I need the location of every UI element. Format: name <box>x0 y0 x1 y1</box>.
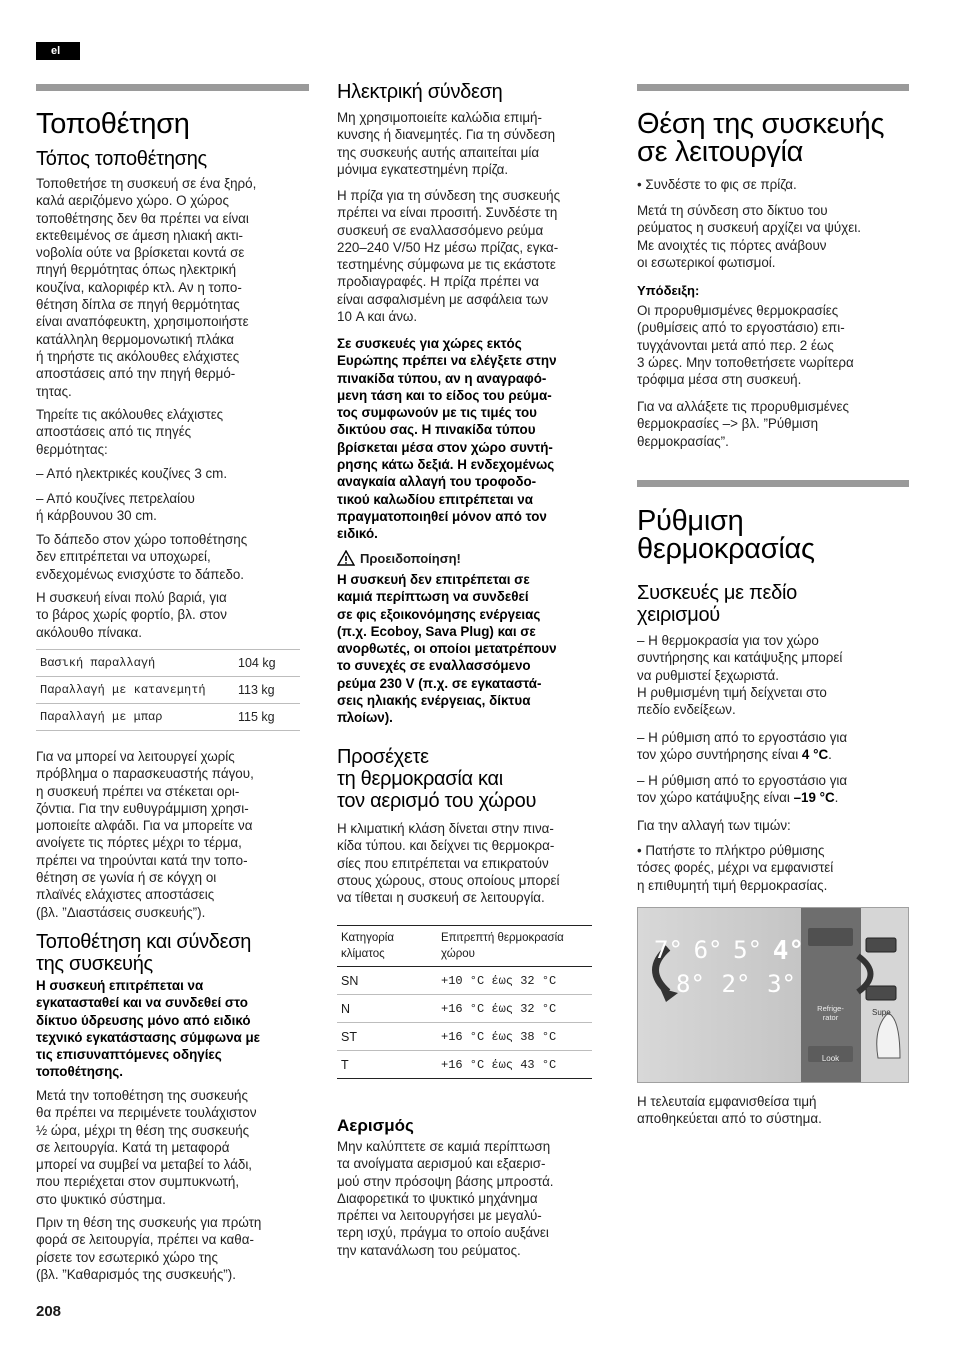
paragraph: Τοποθετήσε τη συσκευή σε ένα ξηρό, καλά αεριζόμενο χώρο. Ο χώρος τοποθέτησης δεν θα πρέπει να είναι εκτεθειμένος σε άμεση ηλιακή ακτι- νοβολία ούτε να βρίσκεται κοντά σε πηγή θερμότητας όπως ηλεκτρική κουζίνα, καλοριφέρ κτλ. Αν η τοπο- θέτηση δίπλα σε πηγή θερμότητας είναι αναπόφευκτη, χρησιμοποιήστε κατάλληλη θερμομονωτική πλάκα ή τηρήστε τις ακόλουθες ελάχιστες αποστάσεις από την πηγή θερμό- τητας. <box>36 176 257 399</box>
control-panel-illustration <box>637 907 909 1083</box>
paragraph: Οι προρυθμισμένες θερμοκρασίες (ρυθμίσεις από το εργοστάσιο) επι- τυγχάνονται μετά από περ. 2 έως 3 ώρες. Μην τοποθετήσετε νωρίτερα τρόφιμα μέσα στη συσκευή. <box>637 303 854 388</box>
paragraph: Η κλιματική κλάση δίνεται στην πινα- κίδα τύπου. και δείχνει τις θερμοκρα- σίες που επιτρέπεται να επικρατούν στους χώρους, στους οποίους μπορεί να τίθεται η συσκευή σε λειτουργία. <box>337 821 560 906</box>
lock-button-label: Look <box>821 1054 840 1063</box>
paragraph-bold: Η συσκευή επιτρέπεται να εγκατασταθεί και να συνδεθεί στο δίκτυο ύδρευσης μόνο από ειδικό τεχνικό εγκατάστασης σύμφωνα με τις επισυναπτόμενες οδηγίες τοποθέτησης. <box>36 978 261 1080</box>
page-title-temperature-setting: Ρύθμιση θερμοκρασίας <box>637 505 815 565</box>
temp-value: 7° <box>654 936 683 964</box>
page-title-operation: Θέση της συσκευής σε λειτουργία <box>637 108 885 168</box>
heading-ventilation: Αερισμός <box>337 1116 414 1135</box>
paragraph: Το δάπεδο στον χώρο τοποθέτησης δεν επιτρέπεται να υποχωρεί, ενδεχομένως ενισχύστε το δάπεδο. <box>36 532 248 582</box>
temp-value-selected: 4° <box>772 936 804 966</box>
hint-label: Υπόδειξη: <box>637 283 700 298</box>
temp-value: 3° <box>767 970 796 998</box>
temp-value: 6° <box>693 936 723 964</box>
table-cell: Παραλλαγή με κατανεμητή <box>36 677 234 704</box>
table-cell: N <box>337 995 437 1023</box>
bullet-item: • Συνδέστε το φις σε πρίζα. <box>637 177 797 192</box>
paragraph: Μην καλύπτετε σε καμιά περίπτωση τα ανοίγματα αερισμού και εξαερισ- μού στην πρόσοψη βάσης μπροστά. Διαφορετικά το ψυκτικό μηχάνημα πρέπει να λειτουργήσει με μεγαλύ- τερη ισχύ, πράγμα το οποίο αυξάνει την κατανάλωση του ρεύματος. <box>337 1139 554 1258</box>
section-rule <box>637 480 909 487</box>
paragraph: Για να μπορεί να λειτουργεί χωρίς πρόβλημα ο παρασκευαστής πάγου, η συσκευή πρέπει να στέκεται ορι- ζόντια. Για την ευθυγράμμιση χρησι- μοποιείτε αλφάδι. Για να μπορείτε να ανοίγετε τις πόρτες μέχρι το τέρμα, πρέπει να τηρούνται κατά την τοπο- θέτηση σε γωνία ή σε κόγχη οι πλαϊνές ελάχιστες αποστάσεις (βλ. ”Διαστάσεις συσκευής”). <box>36 749 254 920</box>
heading-temperature-ventilation: Προσέχετε τη θερμοκρασία και τον αερισμό του χώρου <box>337 746 537 812</box>
paragraph: Η συσκευή είναι πολύ βαριά, για το βάρος χωρίς φορτίο, βλ. στον ακόλουθο πίνακα. <box>36 590 227 640</box>
paragraph: Η πρίζα για τη σύνδεση της συσκευής πρέπει να είναι προσιτή. Συνδέστε τη συσκευή σε εναλλασσόμενο ρεύμα 220–240 V/50 Hz μέσω πρίζας, εγκα- τεστημένης σύμφωνα με τις εκάστοτε προδιαγραφές. Η πρίζα πρέπει να είναι ασφαλισμένη με ασφάλεια των 10 A και άνω. <box>337 188 561 325</box>
paragraph: Μετά τη σύνδεση στο δίκτυο του ρεύματος η συσκευή αρχίζει να ψύχει. Με ανοιχτές τις πόρτες ανάβουν οι εσωτερικοί φωτισμοί. <box>637 203 861 270</box>
table-cell: ST <box>337 1023 437 1051</box>
paragraph: Πριν τη θέση της συσκευής για πρώτη φορά σε λειτουργία, πρέπει να καθα- ρίσετε τον εσωτερικό χώρο της (βλ. ”Καθαρισμός της συσκευής”). <box>36 1215 262 1282</box>
page-title-installation: Τοποθέτηση <box>36 108 190 140</box>
table-cell: +10 °C έως 32 °C <box>437 967 592 995</box>
table-row <box>36 677 300 704</box>
table-row <box>36 650 300 677</box>
table-header: Κατηγορία κλίματος <box>337 926 437 967</box>
paragraph: Τηρείτε τις ακόλουθες ελάχιστες αποστάσεις από τις πηγές θερμότητας: <box>36 407 224 457</box>
table-cell: 115 kg <box>234 704 300 731</box>
table-cell: 104 kg <box>234 650 300 677</box>
super-button-label: Supe <box>872 1008 891 1017</box>
table-cell: Βασική παραλλαγή <box>36 650 234 677</box>
bullet-item: • Πατήστε το πλήκτρο ρύθμισης τόσες φορές, μέχρι να εμφανιστεί η επιθυμητή τιμή θερμοκρασίας. <box>637 843 834 893</box>
temperature-row-upper <box>654 936 804 966</box>
table-cell: 113 kg <box>234 677 300 704</box>
list-item: – Η ρύθμιση από το εργοστάσιο για τον χώρο κατάψυξης είναι –19 °C. <box>637 773 848 806</box>
warning-heading <box>337 549 461 567</box>
paragraph-bold: Η συσκευή δεν επιτρέπεται σε καμιά περίπτωση να συνδεθεί σε φις εξοικονόμησης ενέργειας (π.χ. Ecoboy, Sava Plug) και σε ανορθωτές, οι οποίοι μετατρέπουν το συνεχές σε εναλλασσόμενο ρεύμα 230 V (π.χ. σε εγκαταστά- σεις ηλιακής ενέργειας, δίκτυα πλοίων). <box>337 572 557 726</box>
section-rule <box>637 84 909 91</box>
heading-electrical-connection: Ηλεκτρική σύνδεση <box>337 81 503 103</box>
section-rule <box>36 84 309 91</box>
list-item: – Από κουζίνες πετρελαίου ή κάρβουνου 30 cm. <box>36 491 195 524</box>
table-cell: T <box>337 1051 437 1079</box>
table-cell: +16 °C έως 38 °C <box>437 1023 592 1051</box>
table-cell: Παραλλαγή με μπαρ <box>36 704 234 731</box>
heading-installation-location: Τόπος τοποθέτησης <box>36 148 207 170</box>
list-item: – Από ηλεκτρικές κουζίνες 3 cm. <box>36 466 228 481</box>
warning-triangle-icon <box>337 550 355 566</box>
temp-value: 8° <box>676 970 705 998</box>
heading-installation-connection: Τοποθέτηση και σύνδεση της συσκευής <box>36 931 252 975</box>
refrigerator-button-label: Refrige- rator <box>817 1004 844 1022</box>
paragraph: Για την αλλαγή των τιμών: <box>637 818 791 833</box>
table-header: Επιτρεπτή θερμοκρασία χώρου <box>437 926 592 967</box>
temperature-row-lower <box>676 970 796 998</box>
table-header-row <box>337 926 592 967</box>
language-tag: el <box>36 42 80 60</box>
paragraph-bold: Σε συσκευές για χώρες εκτός Ευρώπης πρέπει να ελέγξετε στην πινακίδα τύπου, αν η αναγραφό- μενη τάση και το είδος του ρεύμα- τος συμφωνούν με τις τιμές του δικτύου σας. Η πινακίδα τύπου βρίσκεται μέσα στον χώρο συντή- ρησης κάτω δεξιά. Η ενδεχομένως αναγκαία αλλαγή του τροφοδο- τικού καλωδίου επιτρέπεται να πραγματοποιηθεί μόνον από τον ειδικό. <box>337 336 557 542</box>
weight-table <box>36 649 300 731</box>
table-row <box>337 1023 592 1051</box>
temp-value: 2° <box>721 970 751 998</box>
list-item: – Η θερμοκρασία για τον χώρο συντήρησης και κατάψυξης μπορεί να ρυθμιστεί ξεχωριστά. Η ρυθμισμένη τιμή δείχνεται στο πεδίο ενδείξεων. <box>637 633 843 718</box>
heading-control-panel-devices: Συσκευές με πεδίο χειρισμού <box>637 582 797 626</box>
paragraph: Η τελευταία εμφανισθείσα τιμή αποθηκεύεται από το σύστημα. <box>637 1094 822 1127</box>
table-row <box>337 995 592 1023</box>
paragraph: Μετά την τοποθέτηση της συσκευής θα πρέπει να περιμένετε τουλάχιστον ½ ώρα, μέχρι τη θέση της συσκευής σε λειτουργία. Κατά τη μεταφορά μπορεί να συμβεί να μεταβεί το λάδι, που περιέχεται στον συμπυκνωτή, στο ψυκτικό σύστημα. <box>36 1088 257 1207</box>
table-row <box>36 704 300 731</box>
warning-label: Προειδοποίηση! <box>360 550 461 566</box>
table-row <box>337 1051 592 1079</box>
list-item: – Η ρύθμιση από το εργοστάσιο για τον χώρο συντήρησης είναι 4 °C. <box>637 730 848 763</box>
table-cell: +16 °C έως 43 °C <box>437 1051 592 1079</box>
climate-class-table <box>337 925 592 1079</box>
paragraph: Για να αλλάξετε τις προρυθμισμένες θερμοκρασίες –> βλ. ”Ρύθμιση θερμοκρασίας”. <box>637 399 849 449</box>
page-number: 208 <box>36 1303 62 1320</box>
table-cell: SN <box>337 967 437 995</box>
temp-value: 5° <box>733 936 763 964</box>
paragraph: Μη χρησιμοποιείτε καλώδια επιμή- κυνσης ή διανεμητές. Για τη σύνδεση της συσκευής αυτής απαιτείται μία μόνιμα εγκατεστημένη πρίζα. <box>337 110 556 177</box>
table-row <box>337 967 592 995</box>
table-cell: +16 °C έως 32 °C <box>437 995 592 1023</box>
